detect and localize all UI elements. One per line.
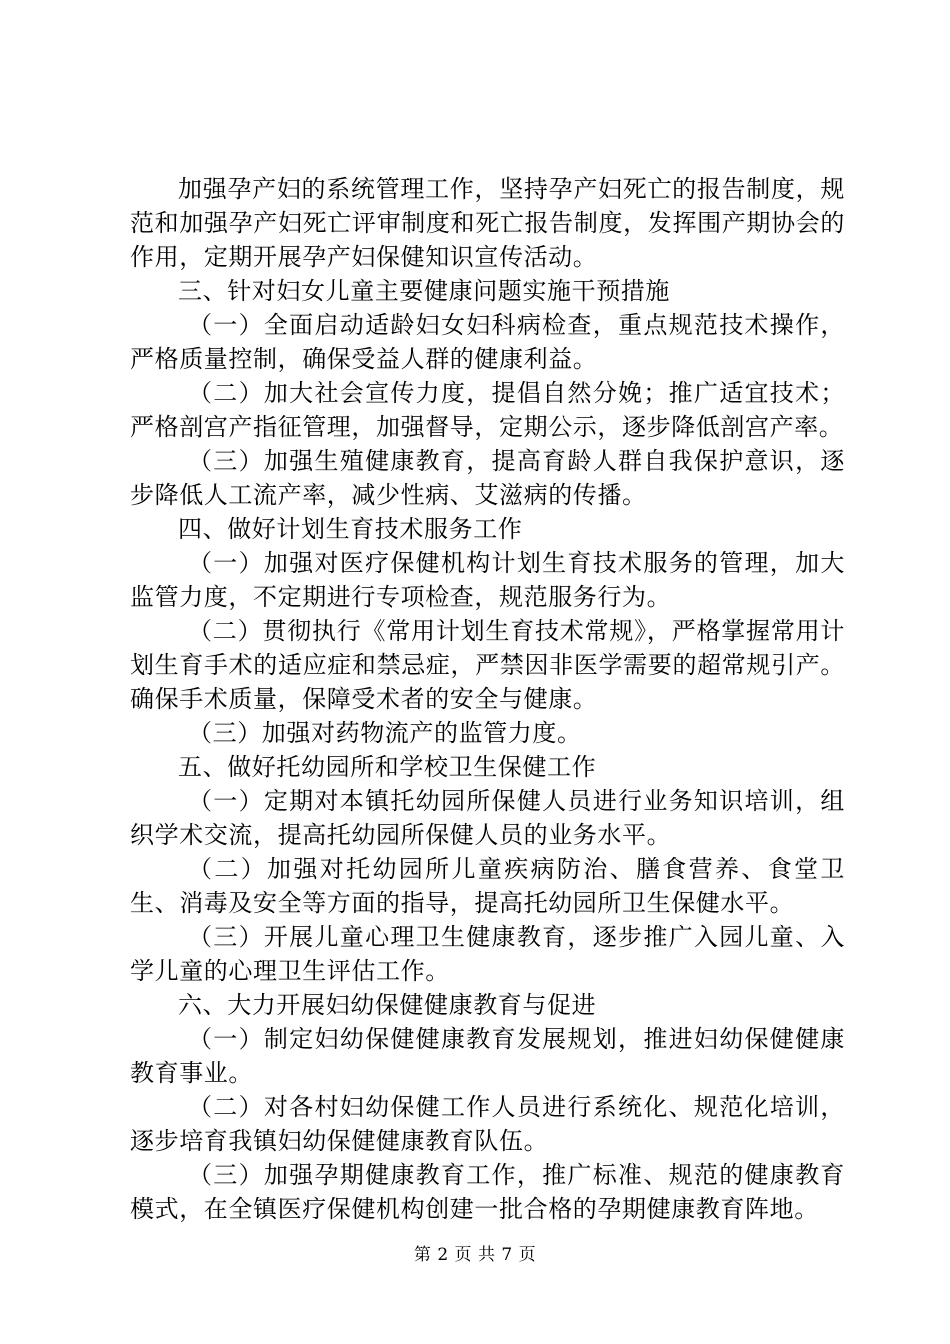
section-heading-3: 三、针对妇女儿童主要健康问题实施干预措施 <box>178 277 670 305</box>
paragraph-5-2: （二）加强对托幼园所儿童疾病防治、膳食营养、食堂卫生、消毒及安全等方面的指导，提高托幼园所卫生保健水平。 <box>130 855 845 917</box>
section-heading-5: 五、做好托幼园所和学校卫生保健工作 <box>178 753 597 781</box>
paragraph-3-3: （三）加强生殖健康教育，提高育龄人群自我保护意识，逐步降低人工流产率，减少性病、艾滋病的传播。 <box>130 447 845 509</box>
paragraph-5-3: （三）开展儿童心理卫生健康教育，逐步推广入园儿童、入学儿童的心理卫生评估工作。 <box>130 923 845 985</box>
paragraph-3-1: （一）全面启动适龄妇女妇科病检查，重点规范技术操作，严格质量控制，确保受益人群的健康利益。 <box>130 311 845 373</box>
section-heading-6: 六、大力开展妇幼保健健康教育与促进 <box>178 991 597 1019</box>
section-heading-4: 四、做好计划生育技术服务工作 <box>178 515 523 543</box>
paragraph-1: 加强孕产妇的系统管理工作，坚持孕产妇死亡的报告制度，规范和加强孕产妇死亡评审制度和死亡报告制度，发挥围产期协会的作用，定期开展孕产妇保健知识宣传活动。 <box>130 175 845 271</box>
paragraph-6-3: （三）加强孕期健康教育工作，推广标准、规范的健康教育模式，在全镇医疗保健机构创建一批合格的孕期健康教育阵地。 <box>130 1161 845 1223</box>
page-number-footer: 第 2 页 共 7 页 <box>413 1245 537 1265</box>
paragraph-6-1: （一）制定妇幼保健健康教育发展规划，推进妇幼保健健康教育事业。 <box>130 1025 845 1087</box>
paragraph-4-2: （二）贯彻执行《常用计划生育技术常规》，严格掌握常用计划生育手术的适应症和禁忌症，严禁因非医学需要的超常规引产。确保手术质量，保障受术者的安全与健康。 <box>130 617 845 713</box>
document-body <box>130 172 845 1226</box>
paragraph-4-3: （三）加强对药物流产的监管力度。 <box>188 719 582 747</box>
paragraph-5-1: （一）定期对本镇托幼园所保健人员进行业务知识培训，组织学术交流，提高托幼园所保健人员的业务水平。 <box>130 787 845 849</box>
paragraph-6-2: （二）对各村妇幼保健工作人员进行系统化、规范化培训，逐步培育我镇妇幼保健健康教育队伍。 <box>130 1093 845 1155</box>
paragraph-3-2: （二）加大社会宣传力度，提倡自然分娩；推广适宜技术；严格剖宫产指征管理，加强督导，定期公示，逐步降低剖宫产率。 <box>130 379 845 441</box>
paragraph-4-1: （一）加强对医疗保健机构计划生育技术服务的管理，加大监管力度，不定期进行专项检查，规范服务行为。 <box>130 549 845 611</box>
